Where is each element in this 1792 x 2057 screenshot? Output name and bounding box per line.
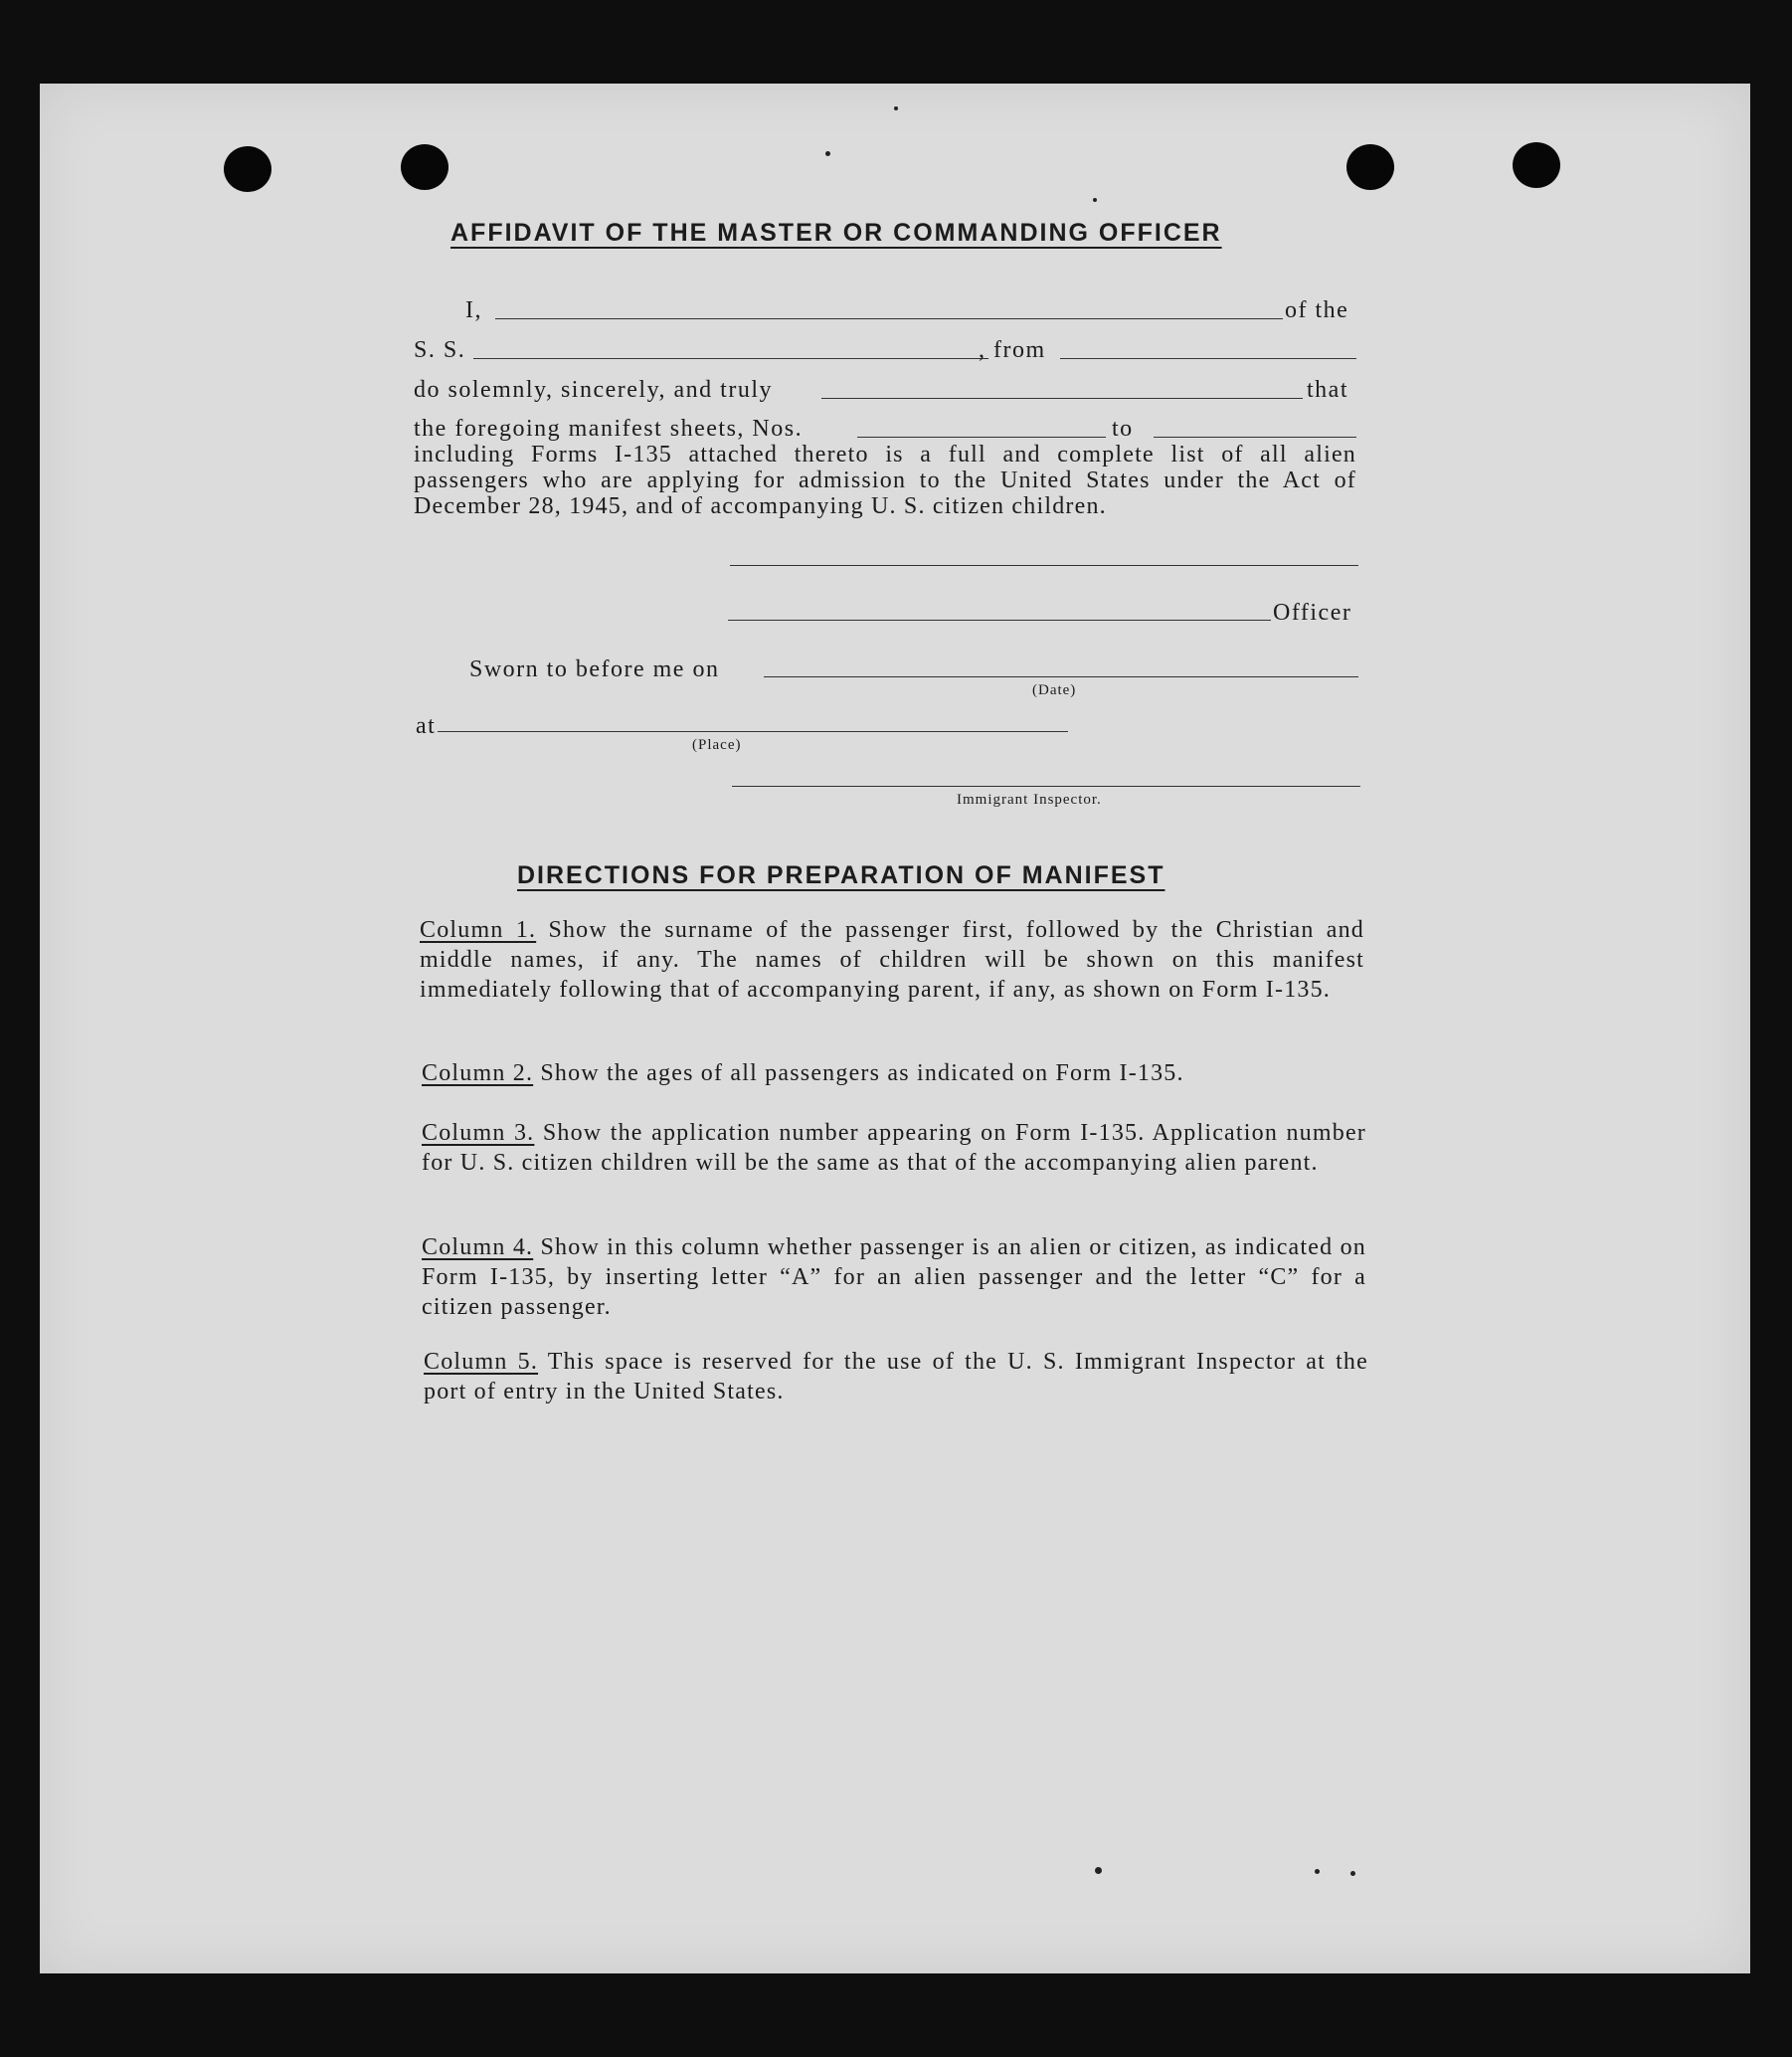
speck <box>894 106 898 110</box>
column-text: Show the surname of the passenger first, followed by the Christian and middle names, if any. The names of children will be shown on this manifest immediately following that of accompanying parent, if any, as shown on Form I-135. <box>420 917 1365 1003</box>
ship-name-blank[interactable] <box>473 358 988 359</box>
officer-line[interactable] <box>728 620 1271 621</box>
direction-column-4 <box>422 1232 1366 1322</box>
punch-hole-4 <box>1513 142 1560 188</box>
date-blank[interactable] <box>764 676 1358 677</box>
affidavit-body: including Forms I-135 attached thereto is a full and complete list of all alien passengers who are applying for admission to the United States under the Act of December 28, 1945, and of accompanying U. S. citizen children. <box>414 442 1356 519</box>
column-text: Show the ages of all passengers as indicated on Form I-135. <box>540 1060 1184 1086</box>
column-text: Show in this column whether passenger is an alien or citizen, as indicated on Form I-135, by inserting letter “A” for an alien passenger and the letter “C” for a citizen passenger. <box>422 1234 1366 1320</box>
inspector-caption: Immigrant Inspector. <box>957 792 1102 808</box>
date-caption: (Date) <box>1032 682 1077 698</box>
direction-column-5 <box>424 1347 1368 1406</box>
place-blank[interactable] <box>438 731 1068 732</box>
column-label: Column 3. <box>422 1120 535 1146</box>
inspector-signature-line[interactable] <box>732 786 1360 787</box>
affiant-prefix: I, <box>465 297 482 323</box>
affidavit-title: AFFIDAVIT OF THE MASTER OR COMMANDING OFFICER <box>450 219 1222 247</box>
affiant-name-blank[interactable] <box>495 318 1283 319</box>
place-caption: (Place) <box>692 737 742 753</box>
manifest-prefix: the foregoing manifest sheets, Nos. <box>414 416 804 442</box>
punch-hole-1 <box>224 146 271 192</box>
column-label: Column 4. <box>422 1234 534 1260</box>
ship-prefix: S. S. <box>414 337 466 363</box>
column-label: Column 1. <box>420 917 537 943</box>
column-text: Show the application number appearing on Form I-135. Application number for U. S. citizen children will be the same as that of the accompanying alien parent. <box>422 1120 1366 1176</box>
affiant-suffix: of the <box>1285 297 1349 323</box>
sheet-from-blank[interactable] <box>857 437 1106 438</box>
direction-column-1 <box>420 915 1364 1005</box>
column-text: This space is reserved for the use of the U. S. Immigrant Inspector at the port of entry in the United States. <box>424 1349 1368 1404</box>
direction-column-3 <box>422 1118 1366 1178</box>
speck <box>825 151 830 156</box>
that-label: that <box>1307 377 1348 403</box>
column-label: Column 5. <box>424 1349 539 1375</box>
speck <box>1315 1869 1320 1874</box>
punch-hole-3 <box>1346 144 1394 190</box>
speck <box>1350 1871 1355 1876</box>
sworn-prefix: Sworn to before me on <box>469 656 720 682</box>
direction-column-2 <box>422 1058 1366 1088</box>
speck <box>1095 1867 1102 1874</box>
column-label: Column 2. <box>422 1060 534 1086</box>
directions-title: DIRECTIONS FOR PREPARATION OF MANIFEST <box>517 861 1165 889</box>
signature-line[interactable] <box>730 565 1358 566</box>
from-port-blank[interactable] <box>1060 358 1356 359</box>
officer-label: Officer <box>1273 600 1352 626</box>
document-page <box>40 84 1750 1973</box>
sheet-to-blank[interactable] <box>1154 437 1356 438</box>
speck <box>1093 198 1097 202</box>
solemnly-prefix: do solemnly, sincerely, and truly <box>414 377 773 403</box>
to-label: to <box>1112 416 1134 442</box>
from-label: , from <box>979 337 1046 363</box>
punch-hole-2 <box>401 144 448 190</box>
at-prefix: at <box>416 713 437 739</box>
oath-blank[interactable] <box>821 398 1303 399</box>
